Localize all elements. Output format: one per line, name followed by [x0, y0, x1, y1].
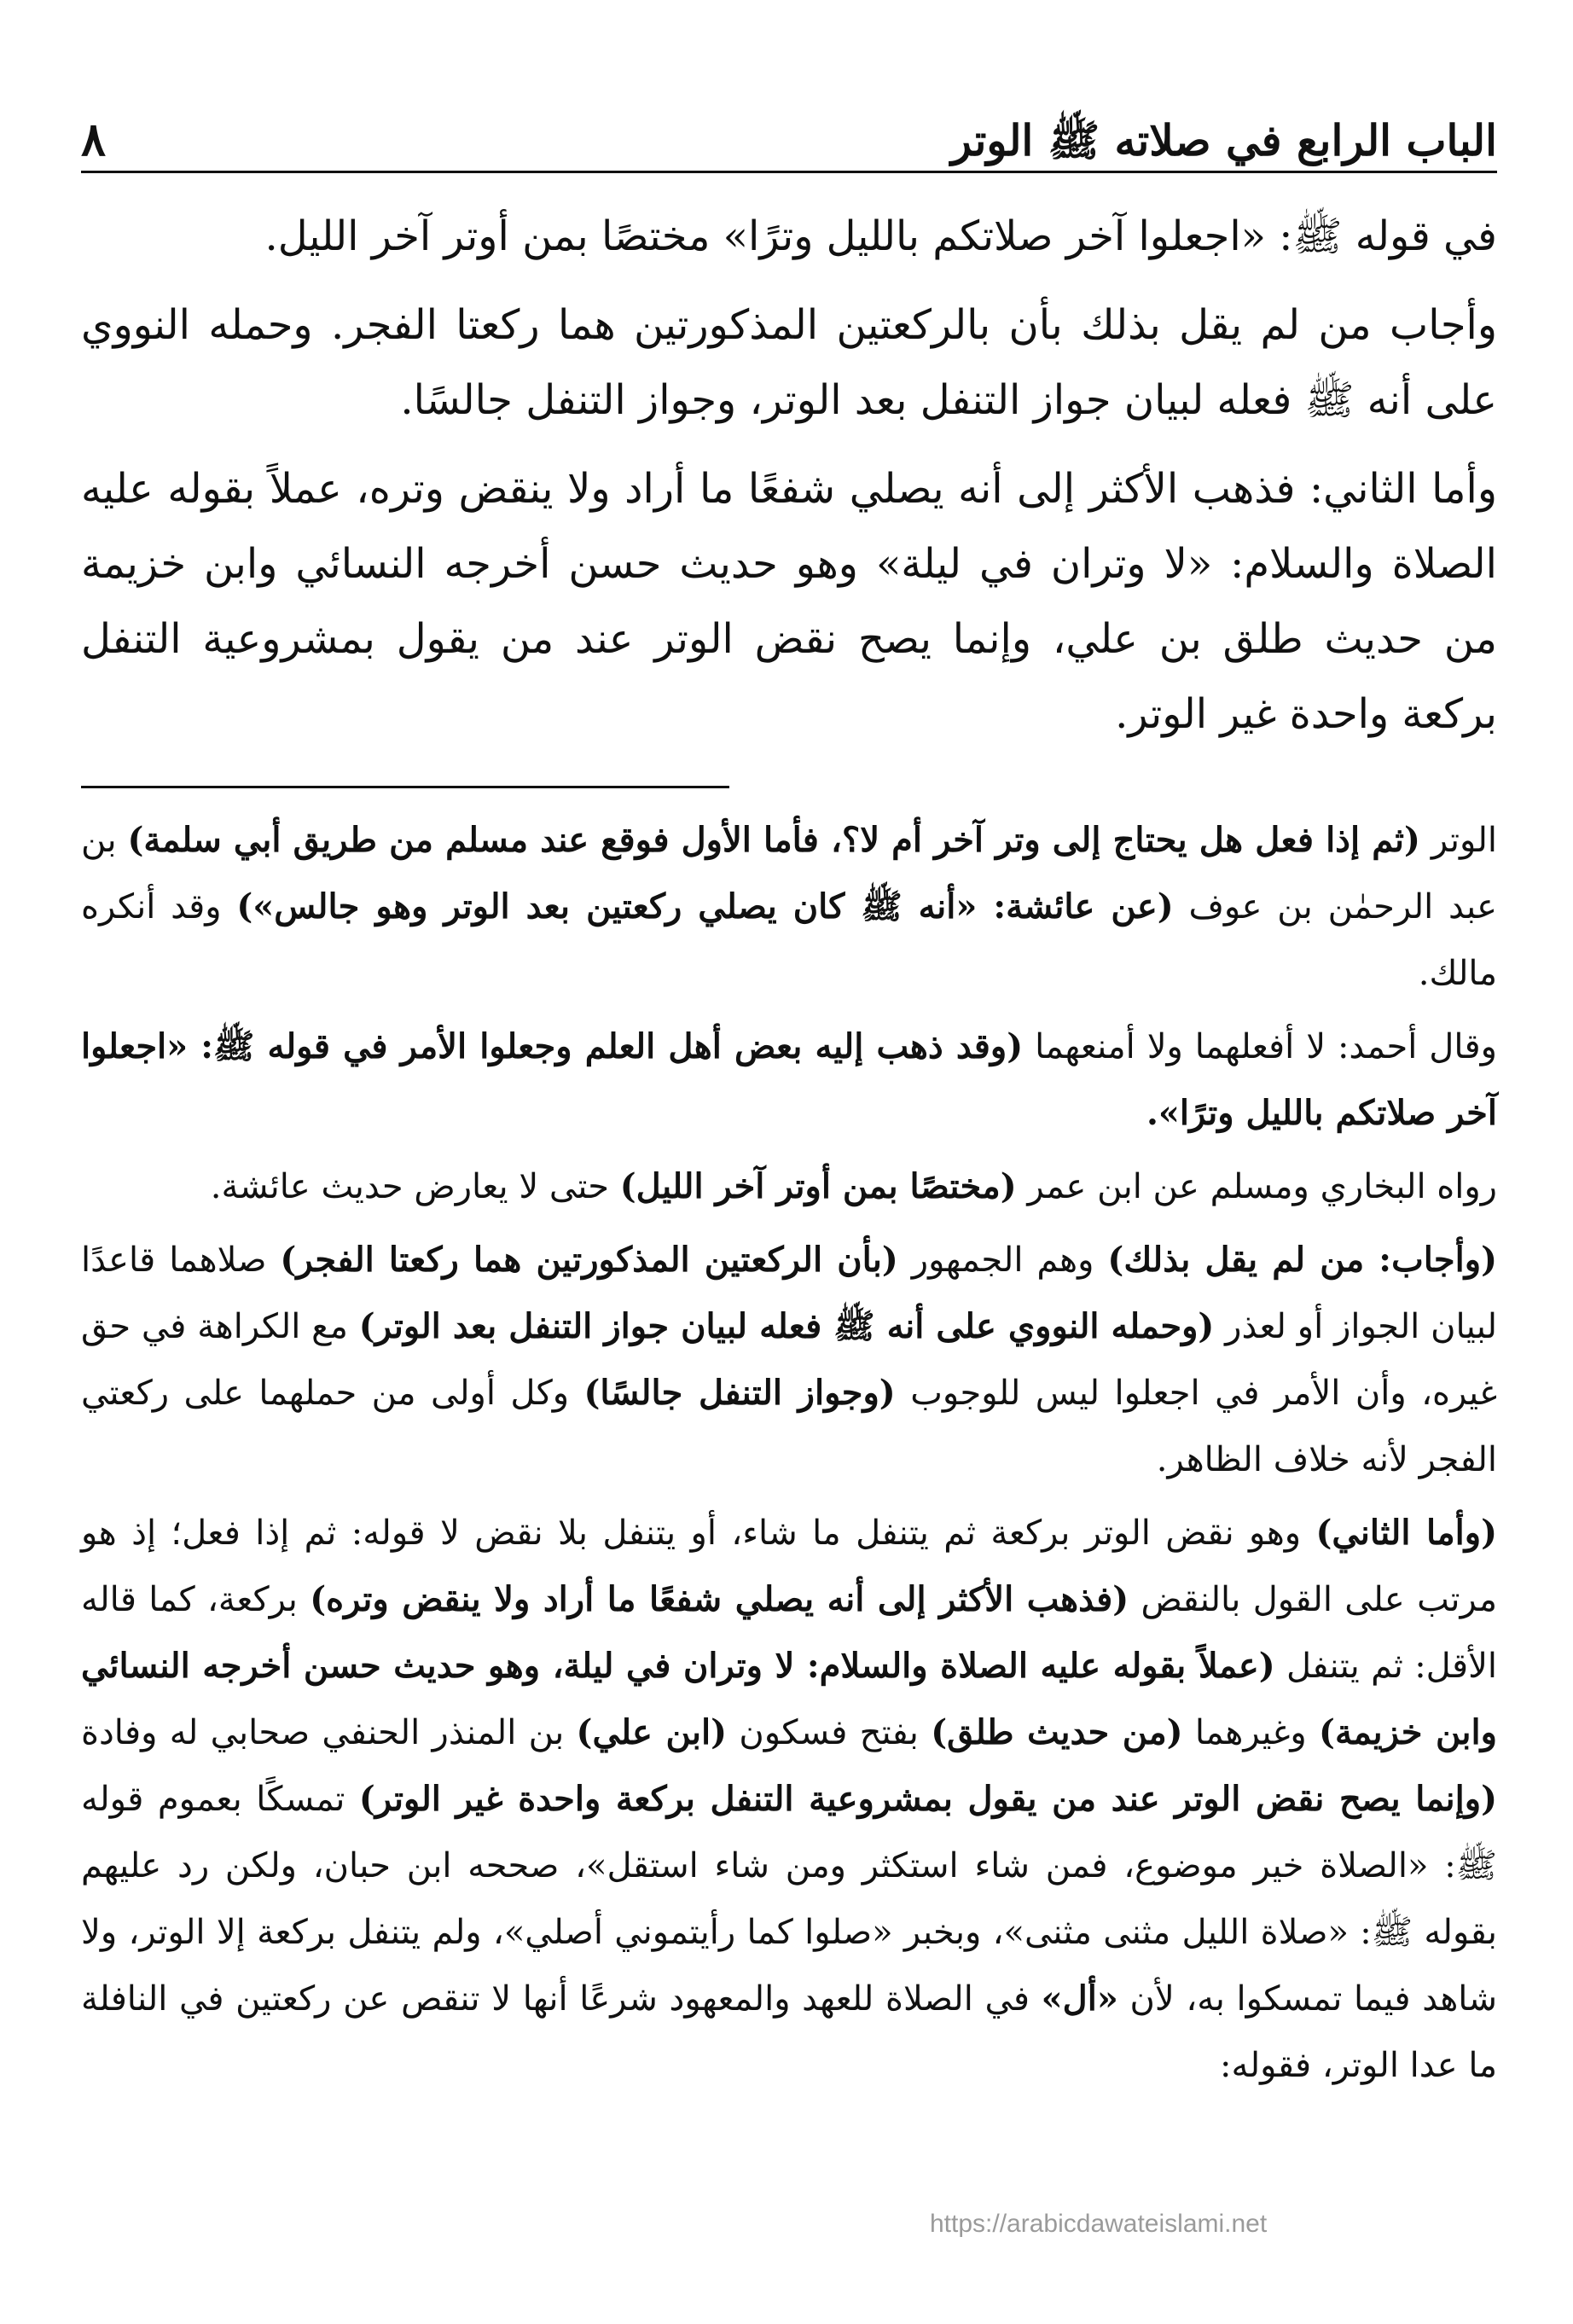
commentary-text: مع الكراهة في حق غيره، وأن الأمر في اجعلوا ليس للوجوب [81, 1307, 1498, 1413]
quoted-matn: (مختصًا بمن أوتر آخر الليل) [619, 1166, 1017, 1206]
main-paragraph: في قوله ﷺ: «اجعلوا آخر صلاتكم بالليل وترًا» مختصًا بمن أوتر آخر الليل. [264, 212, 1497, 260]
main-paragraph: وأما الثاني: فذهب الأكثر إلى أنه يصلي شفعًا ما أراد ولا ينقض وتره، عملاً بقوله عليه الصلاة والسلام: «لا وتران في ليلة» وهو حديث حسن أخرجه النسائي وابن خزيمة من حديث طلق بن علي، وإنما يصح نقض الوتر عند من يقول بمشروعية التنفل بركعة واحدة غير الوتر. [81, 465, 1497, 738]
quoted-matn: (عن عائشة: «أنه ﷺ كان يصلي ركعتين بعد الوتر وهو جالس») [236, 886, 1174, 927]
quoted-matn: (وأجاب: من لم يقل بذلك) [1107, 1240, 1497, 1280]
quoted-matn: (وجواز التنفل جالسًا) [583, 1373, 896, 1413]
commentary-text: في الصلاة للعهد والمعهود شرعًا أنها لا تنقص عن ركعتين في النافلة ما عدا الوتر، فقوله: [81, 1979, 1497, 2085]
quoted-matn: (فذهب الأكثر إلى أنه يصلي شفعًا ما أراد ولا ينقض وتره) [310, 1579, 1129, 1619]
book-page [81, 68, 1497, 2286]
commentary [81, 807, 1497, 2099]
main-paragraph: وأجاب من لم يقل بذلك بأن بالركعتين المذكورتين هما ركعتا الفجر. وحمله النووي على أنه ﷺ فعله لبيان جواز التنفل بعد الوتر، وجواز التنفل جالسًا. [81, 301, 1498, 424]
commentary-paragraph [81, 807, 1497, 1007]
quoted-matn: (وأما الثاني) [1315, 1513, 1497, 1553]
quoted-matn: (بأن الركعتين المذكورتين هما ركعتا الفجر) [280, 1240, 898, 1280]
main-text [81, 199, 1497, 752]
commentary-paragraph [81, 1500, 1497, 2099]
commentary-text: بن عبد الرحمٰن بن عوف [81, 821, 1497, 927]
website-watermark: https://arabicdawateislami.net [930, 2210, 1268, 2238]
commentary-text: رواه البخاري ومسلم عن ابن عمر [1016, 1167, 1497, 1206]
quoted-matn: (وحمله النووي على أنه ﷺ فعله لبيان جواز التنفل بعد الوتر) [358, 1306, 1215, 1346]
commentary-text: الوتر [1419, 821, 1498, 860]
commentary-text: وهو نقض الوتر بركعة ثم يتنفل ما شاء، أو يتنفل بلا نقض لا قوله: ثم إذا فعل؛ إذ هو مرتب على القول بالنقض [81, 1514, 1498, 1619]
commentary-text: حتى لا يعارض حديث عائشة. [210, 1167, 620, 1206]
quoted-matn: (ابن علي) [576, 1712, 728, 1752]
commentary-text: وقال أحمد: لا أفعلهما ولا أمنعهما [1023, 1027, 1497, 1066]
commentary-text: صلاهما قاعدًا لبيان الجواز أو لعذر [81, 1240, 1498, 1346]
chapter-title: الباب الرابع في صلاته ﷺ الوتر [950, 115, 1497, 166]
quoted-matn: «أل» [1041, 1978, 1118, 2019]
commentary-text: وغيرهما [1182, 1713, 1320, 1752]
running-header [81, 68, 1497, 173]
commentary-text: وقد أنكره مالك. [81, 887, 1497, 993]
commentary-text: بن المنذر الحنفي صحابي له وفادة [81, 1713, 577, 1752]
commentary-text: وكل أولى من حملهما على ركعتي الفجر لأنه خلاف الظاهر. [81, 1374, 1497, 1479]
commentary-text: تمسكًا بعموم قوله ﷺ: «الصلاة خير موضوع، فمن شاء استكثر ومن شاء استقل»، صححه ابن حبان، ولكن رد عليهم بقوله ﷺ: «صلاة الليل مثنى مثنى»، وبخبر «صلوا كما رأيتموني أصلي»، ولم يتنفل بركعة إلا الوتر، ولا شاهد فيما تمسكوا به، لأن [81, 1780, 1498, 2019]
footnote-divider [81, 786, 729, 788]
commentary-text: بركعة، كما قاله الأقل: ثم يتنفل [81, 1580, 1498, 1686]
commentary-paragraph [81, 1227, 1497, 1493]
commentary-text: بفتح فسكون [727, 1713, 932, 1752]
quoted-matn: (وقد ذهب إليه بعض أهل العلم وجعلوا الأمر في قوله ﷺ: «اجعلوا آخر صلاتكم بالليل وترًا». [81, 1026, 1497, 1133]
quoted-matn: (وإنما يصح نقض الوتر عند من يقول بمشروعية التنفل بركعة واحدة غير الوتر) [358, 1779, 1497, 1819]
page-number: ٨ [81, 112, 107, 166]
quoted-matn: (ثم إذا فعل هل يحتاج إلى وتر آخر أم لا؟، فأما الأول فوقع عند مسلم من طريق أبي سلمة) [127, 820, 1420, 860]
commentary-text: وهم الجمهور [897, 1240, 1108, 1280]
quoted-matn: (من حديث طلق) [931, 1712, 1183, 1752]
quoted-matn: (عملاً بقوله عليه الصلاة والسلام: لا وتران في ليلة، وهو حديث حسن أخرجه النسائي وابن خزيمة) [81, 1646, 1497, 1752]
commentary-paragraph [81, 1153, 1497, 1220]
commentary-paragraph [81, 1014, 1497, 1147]
